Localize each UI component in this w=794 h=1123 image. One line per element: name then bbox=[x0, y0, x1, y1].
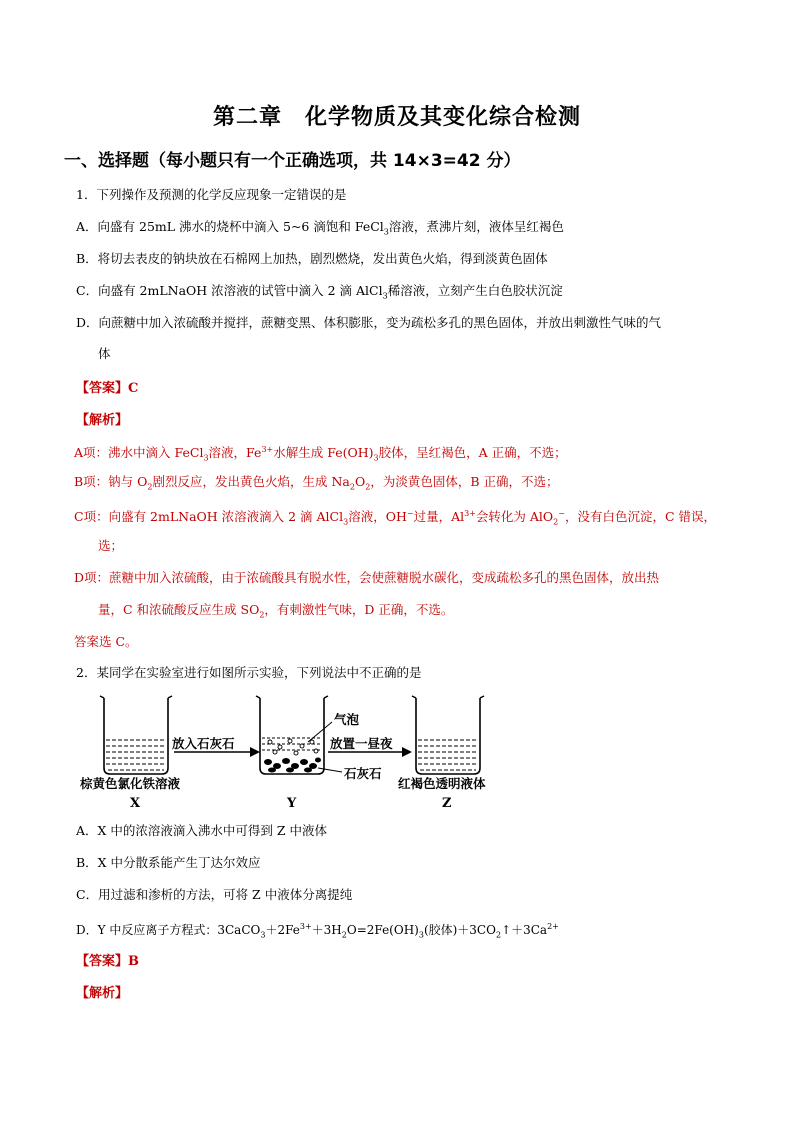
q2-option-a: A．X 中的浓溶液滴入沸水中可得到 Z 中液体 bbox=[76, 823, 328, 838]
beaker-x-caption: 棕黄色氯化铁溶液 bbox=[80, 776, 181, 791]
q2-option-d: D．Y 中反应离子方程式：$3CaCO_3+2Fe^{3+}+3H_2O=2Fe(OH)_3$(胶体)$+3CO_2↑+3Ca^{2+}$ bbox=[76, 922, 559, 940]
q1-explain-d: D项：蔗糖中加入浓硫酸，由于浓硫酸具有脱水性，会使蔗糖脱水碳化，变成疏松多孔的黑色固体，放出热 bbox=[74, 570, 660, 585]
beaker-z-caption: 红褐色透明液体 bbox=[398, 776, 486, 791]
bubble-label: 气泡 bbox=[334, 712, 360, 727]
beaker-z bbox=[412, 696, 484, 774]
q1-option-c: C．向盛有 2mLNaOH 浓溶液的试管中滴入 2 滴 AlCl$_3$稀溶液，立刻产生白色胶状沉淀 bbox=[76, 283, 563, 301]
q1-analysis-label: 【解析】 bbox=[76, 413, 129, 428]
arrow-1-label: 放入石灰石 bbox=[172, 736, 235, 751]
q2-answer: 【答案】B bbox=[76, 954, 139, 969]
q1-explain-c: C项：向盛有 2mLNaOH 浓溶液滴入 2 滴 AlCl$_3$溶液，OH−过量，$Al^{3+}$会转化为 AlO$_2$−，没有白色沉淀，C 错误， bbox=[74, 509, 716, 527]
q2-option-b: B．X 中分散系能产生丁达尔效应 bbox=[76, 855, 261, 870]
limestone-label: 石灰石 bbox=[344, 766, 382, 781]
q1-answer: 【答案】C bbox=[76, 381, 139, 396]
label-x: X bbox=[130, 796, 141, 811]
label-z: Z bbox=[442, 796, 452, 811]
q1-option-d-cont: 体 bbox=[98, 346, 111, 361]
q1-conclusion: 答案选 C。 bbox=[74, 634, 138, 649]
arrow-2-label: 放置一昼夜 bbox=[330, 736, 393, 751]
page-title: 第二章 化学物质及其变化综合检测 bbox=[212, 105, 581, 130]
q1-stem: 1．下列操作及预测的化学反应现象一定错误的是 bbox=[76, 187, 347, 202]
q1-option-a: A．向盛有 25mL 沸水的烧杯中滴入 5~6 滴饱和 FeCl$_3$溶液，煮沸片刻，液体呈红褐色 bbox=[76, 219, 564, 237]
q1-option-b: B．将切去表皮的钠块放在石棉网上加热，剧烈燃烧，发出黄色火焰，得到淡黄色固体 bbox=[76, 251, 548, 266]
section-heading: 一、选择题（每小题只有一个正确选项，共 14×3=42 分） bbox=[64, 151, 521, 171]
q2-stem: 2．某同学在实验室进行如图所示实验，下列说法中不正确的是 bbox=[76, 665, 422, 680]
q1-explain-b: B项：钠与 $O_2$剧烈反应，发出黄色火焰，生成 $Na_2O_2$，为淡黄色固体，B 正确，不选； bbox=[74, 474, 559, 492]
q1-option-d: D．向蔗糖中加入浓硫酸并搅拌，蔗糖变黑、体积膨胀，变为疏松多孔的黑色固体，并放出刺激性气味的气 bbox=[76, 315, 662, 330]
label-y: Y bbox=[287, 796, 297, 811]
q1-explain-a: A项：沸水中滴入 FeCl$_3$溶液，$Fe^{3+}$水解生成 $Fe(OH)_3$胶体，呈红褐色，A 正确，不选； bbox=[74, 445, 567, 463]
q2-analysis-label: 【解析】 bbox=[76, 986, 129, 1001]
beaker-x bbox=[100, 696, 172, 774]
q1-explain-c-cont: 选； bbox=[98, 538, 124, 553]
q2-option-c: C．用过滤和渗析的方法，可将 Z 中液体分离提纯 bbox=[76, 887, 353, 902]
q1-explain-d-cont: 量，C 和浓硫酸反应生成 $SO_2$，有刺激性气味，D 正确，不选。 bbox=[98, 602, 454, 620]
